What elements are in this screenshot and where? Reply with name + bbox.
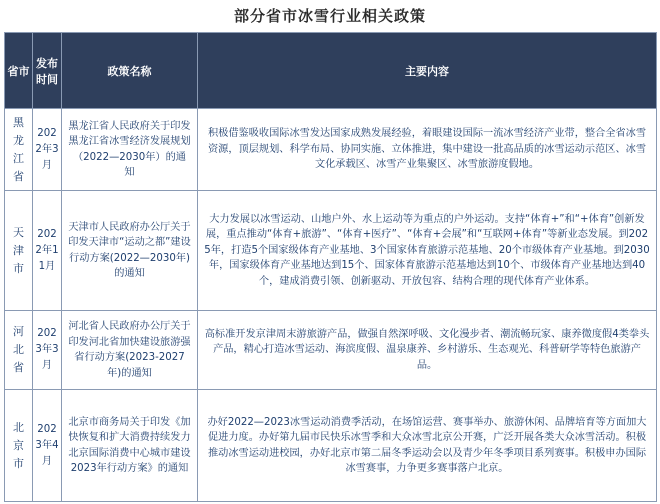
header-main-content: 主要内容	[198, 33, 657, 109]
table-row	[5, 191, 657, 311]
table-header-row	[5, 33, 657, 109]
cell-province: 黑龙江省	[5, 109, 33, 191]
cell-province: 河北省	[5, 311, 33, 390]
cell-date: 2022年3月	[33, 109, 62, 191]
cell-policy-name: 河北省人民政府办公厅关于印发河北省加快建设旅游强省行动方案(2023-2027年)的通知	[62, 311, 198, 390]
cell-date: 2023年4月	[33, 390, 62, 502]
cell-policy-name: 黑龙江省人民政府关于印发黑龙江省冰雪经济发展规划（2022—2030年）的通知	[62, 109, 198, 191]
cell-main-content: 积极借鉴吸收国际冰雪发达国家成熟发展经验，着眼建设国际一流冰雪经济产业带，整合全省冰雪资源，顶层规划、科学布局、协同实施、立体推进，集中建设一批高品质的冰雪运动示范区、冰雪文化承载区、冰雪产业集聚区、冰雪旅游度假地。	[198, 109, 657, 191]
cell-main-content: 办好2022—2023冰雪运动消费季活动，在场馆运营、赛事举办、旅游休闲、品牌培育等方面加大促进力度。办好第九届市民快乐冰雪季和大众冰雪北京公开赛，广泛开展各类大众冰雪活动。积极推动冰雪运动进校园，办好北京市第二届冬季运动会以及青少年冬季项目系列赛事。积极申办国际冰雪赛事，力争更多赛事落户北京。	[198, 390, 657, 502]
cell-province: 天津市	[5, 191, 33, 311]
table-row	[5, 109, 657, 191]
cell-date: 2022年11月	[33, 191, 62, 311]
table-row	[5, 311, 657, 390]
policy-table	[4, 32, 657, 502]
cell-main-content: 大力发展以冰雪运动、山地户外、水上运动等为重点的户外运动。支持“体育+”和“+体育”创新发展，重点推动“体育+旅游”、“体育+医疗”、“体育+会展”和“互联网+体育”等新业态发展。到2025年，打造5个国家级体育产业基地、3个国家体育旅游示范基地、20个市级体育产业基地。到2030年，国家级体育产业基地达到15个、国家体育旅游示范基地达到10个、市级体育产业基地达到40个，建成消费引领、创新驱动、开放包容、结构合理的现代体育产业体系。	[198, 191, 657, 311]
cell-province: 北京市	[5, 390, 33, 502]
header-policy-name: 政策名称	[62, 33, 198, 109]
cell-policy-name: 天津市人民政府办公厅关于印发天津市“运动之都”建设行动方案(2022—2030年)的通知	[62, 191, 198, 311]
header-province: 省市	[5, 33, 33, 109]
cell-date: 2023年3月	[33, 311, 62, 390]
cell-main-content: 高标准开发京津周末游旅游产品，做强自然深呼吸、文化漫步者、潮流畅玩家、康养微度假4类拳头产品，精心打造冰雪运动、海滨度假、温泉康养、乡村游乐、生态观光、科普研学等特色旅游产品。	[198, 311, 657, 390]
header-date: 发布时间	[33, 33, 62, 109]
cell-policy-name: 北京市商务局关于印发《加快恢复和扩大消费持续发力北京国际消费中心城市建设2023年行动方案》的通知	[62, 390, 198, 502]
table-row	[5, 390, 657, 502]
page-title: 部分省市冰雪行业相关政策	[233, 7, 426, 25]
